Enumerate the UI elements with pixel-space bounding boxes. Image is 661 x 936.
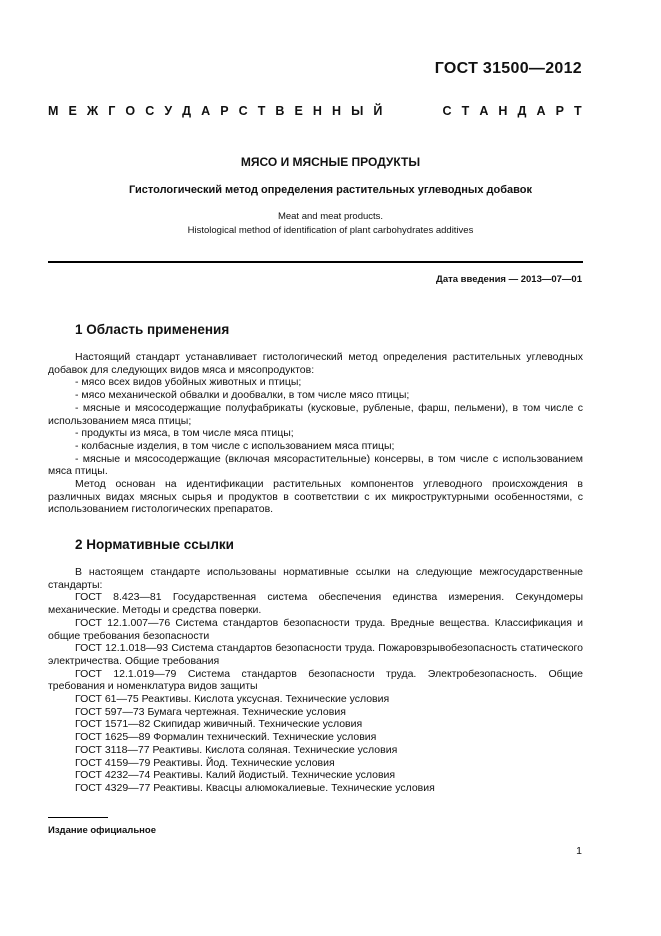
interstate_word1-letter: А xyxy=(201,104,211,118)
section-2-intro: В настоящем стандарте использованы нормативные ссылки на следующие межгосударственные стандарты: xyxy=(48,566,583,591)
section-2-heading: 2 Нормативные ссылки xyxy=(75,537,234,552)
section-1-list xyxy=(48,376,583,478)
interstate_word1-letter: Е xyxy=(294,104,303,118)
interstate_word2-letter: Д xyxy=(517,104,527,118)
reference-item: ГОСТ 12.1.019—79 Система стандартов безопасности труда. Электробезопасность. Общие требования и номенклатура видов защиты xyxy=(48,667,583,693)
interstate_word2-letter: Т xyxy=(461,104,470,118)
interstate_word1-letter: Е xyxy=(68,104,77,118)
section-2-body xyxy=(48,566,583,795)
interstate_word1-letter: М xyxy=(48,104,59,118)
title-divider xyxy=(48,261,583,263)
official-edition-label: Издание официальное xyxy=(48,825,156,836)
interstate-standard-banner xyxy=(48,104,582,118)
section-1-method: Метод основан на идентификации растительных компонентов углеводного происхождения в различных видах мясных сырья и продуктов в соответствии с их микроструктурными особенностями, с использованием гистологических препаратов. xyxy=(48,478,583,516)
reference-item: ГОСТ 4159—79 Реактивы. Йод. Технические условия xyxy=(75,756,335,769)
reference-item: ГОСТ 597—73 Бумага чертежная. Технические условия xyxy=(75,705,346,718)
interstate_word1-letter: С xyxy=(145,104,155,118)
reference-item: ГОСТ 12.1.007—76 Система стандартов безопасности труда. Вредные вещества. Классификация и общие требования безопасности xyxy=(48,616,583,642)
list-item: - продукты из мяса, в том числе мяса птицы; xyxy=(75,427,294,440)
standard-code: ГОСТ 31500—2012 xyxy=(434,60,582,77)
list-item: - мясо всех видов убойных животных и птицы; xyxy=(75,376,302,389)
word-gap xyxy=(392,104,432,118)
reference-item: ГОСТ 4329—77 Реактивы. Квасцы алюмокалиевые. Технические условия xyxy=(75,781,435,794)
reference-item: ГОСТ 4232—74 Реактивы. Калий йодистый. Технические условия xyxy=(75,769,396,782)
document-subtitle: Гистологический метод определения растительных углеводных добавок xyxy=(129,184,532,196)
list-item: - мясные и мясосодержащие (включая мясорастительные) консервы, в том числе с использованием мяса птицы. xyxy=(48,452,583,478)
list-item: - мясо механической обвалки и дообвалки, в том числе мясо птицы; xyxy=(75,389,410,402)
reference-item: ГОСТ 8.423—81 Государственная система обеспечения единства измерения. Секундомеры механические. Методы и средства поверки. xyxy=(48,591,583,617)
interstate_word1-letter: Й xyxy=(373,104,383,118)
interstate_word1-letter: Ж xyxy=(86,104,99,118)
interstate_word2-letter: А xyxy=(479,104,489,118)
interstate_word1-letter: Н xyxy=(312,104,322,118)
interstate_word2-letter: Н xyxy=(498,104,508,118)
reference-item: ГОСТ 3118—77 Реактивы. Кислота соляная. Технические условия xyxy=(75,743,398,756)
interstate_word2-letter: С xyxy=(442,104,452,118)
reference-item: ГОСТ 12.1.018—93 Система стандартов безопасности труда. Пожаровзрывобезопасность статического электричества. Общие требования xyxy=(48,642,583,667)
interstate_word2-letter: А xyxy=(536,104,546,118)
interstate_word2-letter: Р xyxy=(555,104,564,118)
footer-divider xyxy=(48,817,108,818)
interstate_word1-letter: О xyxy=(125,104,136,118)
reference-item: ГОСТ 1571—82 Скипидар живичный. Технические условия xyxy=(75,718,363,731)
interstate_word1-letter: Т xyxy=(257,104,266,118)
english-title-line-2: Histological method of identification of plant carbohydrates additives xyxy=(187,225,474,236)
introduction-date: Дата введения — 2013—07—01 xyxy=(436,274,582,285)
interstate_word1-letter: У xyxy=(164,104,173,118)
interstate_word1-letter: Н xyxy=(332,104,342,118)
list-item: - мясные и мясосодержащие полуфабрикаты (кусковые, рубленые, фарш, пельмени), в том числе с использованием мяса птицы; xyxy=(48,401,583,427)
section-1-intro: Настоящий стандарт устанавливает гистологический метод определения растительных углеводных добавок для следующих видов мяса и мясопродуктов: xyxy=(48,351,583,376)
interstate_word1-letter: Д xyxy=(182,104,192,118)
interstate_word1-letter: Г xyxy=(108,104,116,118)
interstate_word1-letter: В xyxy=(275,104,285,118)
interstate_word1-letter: Р xyxy=(220,104,229,118)
normative-reference-list xyxy=(48,591,583,794)
interstate_word2-letter: Т xyxy=(573,104,582,118)
document-title: МЯСО И МЯСНЫЕ ПРОДУКТЫ xyxy=(240,155,421,169)
english-title-line-1: Meat and meat products. xyxy=(277,211,384,222)
interstate_word1-letter: Ы xyxy=(351,104,364,118)
interstate_word1-letter: С xyxy=(238,104,248,118)
reference-item: ГОСТ 1625—89 Формалин технический. Технические условия xyxy=(75,731,377,744)
list-item: - колбасные изделия, в том числе с использованием мяса птицы; xyxy=(75,439,395,452)
section-1-body xyxy=(48,351,583,516)
section-1-heading: 1 Область применения xyxy=(75,322,230,337)
reference-item: ГОСТ 61—75 Реактивы. Кислота уксусная. Технические условия xyxy=(75,693,390,706)
page-number: 1 xyxy=(576,845,582,857)
